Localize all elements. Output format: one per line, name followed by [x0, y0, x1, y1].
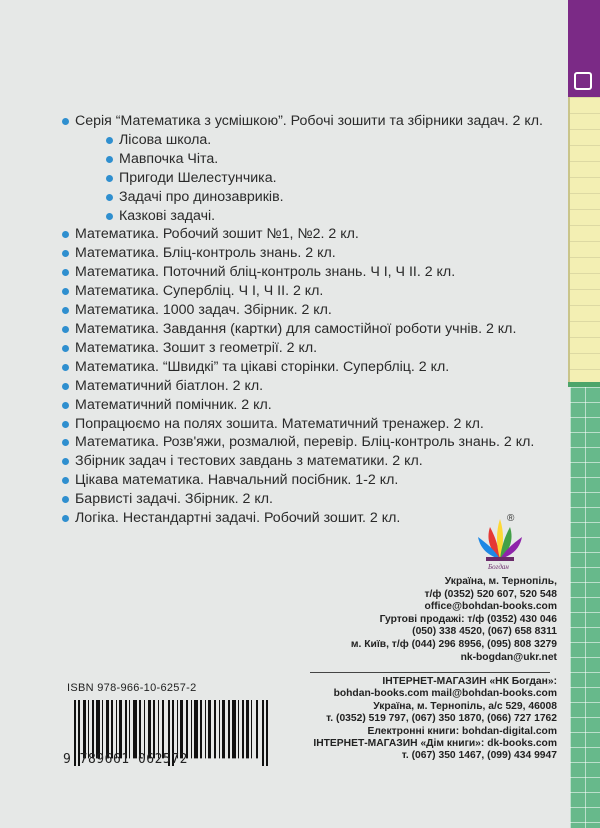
bullet-icon — [62, 288, 69, 295]
list-item: Пригоди Шелестунчика. — [106, 169, 562, 188]
list-item: Лісова школа. — [106, 131, 562, 150]
bullet-icon — [106, 156, 113, 163]
grid-paper-tab — [570, 387, 600, 828]
barcode-number: 9 789661 062572 — [63, 752, 188, 767]
list-item: Математика. Робочий зошит №1, №2. 2 кл. — [62, 225, 562, 244]
bullet-icon — [62, 439, 69, 446]
list-item: Цікава математика. Навчальний посібник. 1-2 кл. — [62, 471, 562, 490]
list-item: Збірник задач і тестових завдань з математики. 2 кл. — [62, 452, 562, 471]
bullet-icon — [62, 231, 69, 238]
bullet-icon — [62, 118, 69, 125]
purple-tab — [568, 0, 600, 97]
bohdan-logo-icon — [476, 515, 524, 565]
series-title: Серія “Математика з усмішкою”. Робочі зошити та збірники задач. 2 кл. — [75, 113, 543, 129]
bullet-icon — [106, 194, 113, 201]
bullet-icon — [62, 383, 69, 390]
bullet-icon — [62, 515, 69, 522]
bullet-icon — [62, 269, 69, 276]
isbn: ISBN 978-966-10-6257-2 — [67, 682, 197, 694]
bullet-icon — [62, 421, 69, 428]
list-item: Математика. Зошит з геометрії. 2 кл. — [62, 339, 562, 358]
list-item: Барвисті задачі. Збірник. 2 кл. — [62, 490, 562, 509]
list-item: Математика. “Швидкі” та цікаві сторінки. Супербліц. 2 кл. — [62, 358, 562, 377]
list-item: Математичний помічник. 2 кл. — [62, 396, 562, 415]
bullet-icon — [106, 137, 113, 144]
list-item: Математика. 1000 задач. Збірник. 2 кл. — [62, 301, 562, 320]
bullet-icon — [62, 458, 69, 465]
list-item: Мавпочка Чіта. — [106, 150, 562, 169]
bullet-icon — [62, 402, 69, 409]
lined-paper-tab — [568, 97, 600, 382]
bullet-icon — [62, 326, 69, 333]
bullet-icon — [62, 345, 69, 352]
bullet-icon — [62, 364, 69, 371]
list-item: Математичний біатлон. 2 кл. — [62, 377, 562, 396]
bullet-icon — [62, 250, 69, 257]
registered-mark: ® — [507, 513, 515, 524]
logo-name: Богдан — [488, 563, 509, 571]
divider — [310, 672, 550, 673]
list-item: Математика. Бліц-контроль знань. 2 кл. — [62, 244, 562, 263]
book-list — [62, 112, 562, 528]
list-item: Математика. Завдання (картки) для самостійної роботи учнів. 2 кл. — [62, 320, 562, 339]
contacts-block: Україна, м. Тернопіль, т/ф (0352) 520 607, 520 548 office@bohdan-books.com Гуртові продажі: т/ф (0352) 430 046 (050) 338 4520, (067) 658 8311 м. Київ, т/ф (044) 296 8956, (095) 808 3279 nk-bogdan@ukr.net — [350, 576, 557, 663]
list-item: Казкові задачі. — [106, 207, 562, 226]
series-subitems — [62, 131, 562, 226]
list-item: Попрацюємо на полях зошита. Математичний тренажер. 2 кл. — [62, 415, 562, 434]
list-item: Математика. Розв'яжи, розмалюй, перевір. Бліц-контроль знань. 2 кл. — [62, 433, 562, 452]
list-item: Задачі про динозавриків. — [106, 188, 562, 207]
shop-block: ІНТЕРНЕТ-МАГАЗИН «НК Богдан»: bohdan-books.com mail@bohdan-books.com Україна, м. Тернопіль, а/с 529, 46008 т. (0352) 519 797, (067) 350 1870, (066) 727 1762 Електронні книги: bohdan-digital.com ІНТЕРНЕТ-МАГАЗИН «Дім книги»: dk-books.com т. (067) 350 1467, (099) 434 9947 — [313, 676, 557, 762]
bullet-icon — [62, 477, 69, 484]
bullet-icon — [62, 496, 69, 503]
list-item: Логіка. Нестандартні задачі. Робочий зошит. 2 кл. — [62, 509, 562, 528]
bullet-icon — [106, 213, 113, 220]
list-item: Математика. Поточний бліц-контроль знань. Ч І, Ч ІІ. 2 кл. — [62, 263, 562, 282]
bullet-icon — [106, 175, 113, 182]
list-item: Математика. Супербліц. Ч І, Ч ІІ. 2 кл. — [62, 282, 562, 301]
series-item — [62, 112, 562, 131]
checkbox-icon — [574, 72, 592, 90]
bullet-icon — [62, 307, 69, 314]
